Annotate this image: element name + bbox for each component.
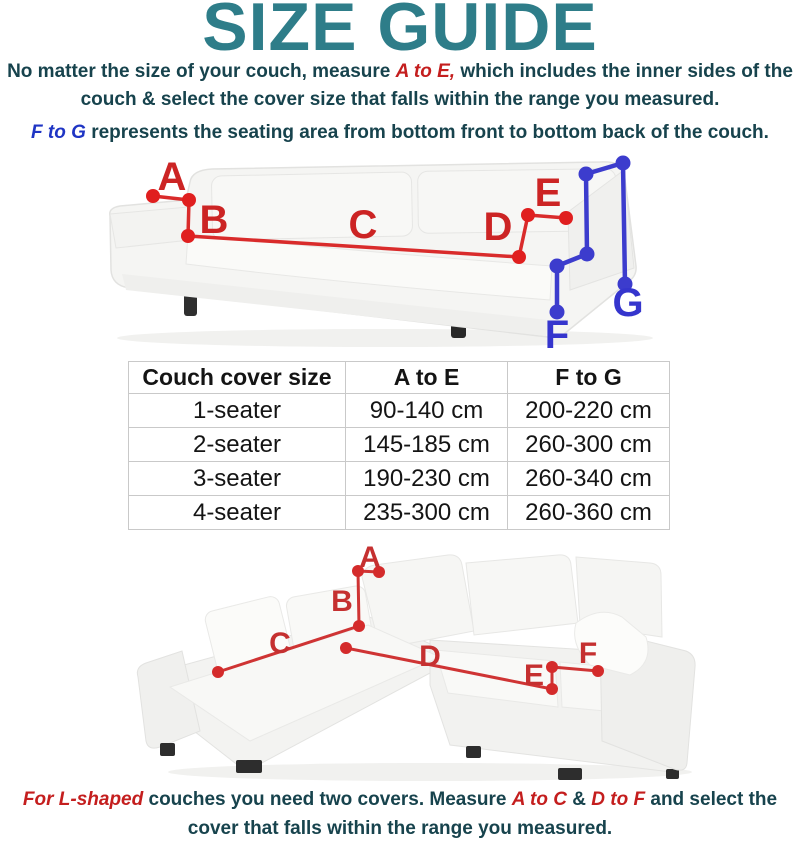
measure-range-a-to-c: A to C [511,789,567,810]
table-row [129,428,670,462]
seating-note-text: represents the seating area from bottom front to bottom back of the couch. [85,122,769,143]
label-e: E [534,171,562,215]
table-row [129,496,670,530]
table-header-row [129,362,670,394]
table-header-cell: A to E [346,362,508,394]
label-e: E [523,659,545,692]
l-sofa-measurement-diagram [130,545,710,785]
table-cell: 235-300 cm [346,496,508,530]
footer-paragraph [6,785,794,843]
table-cell: 1-seater [129,394,346,428]
table-cell: 190-230 cm [346,462,508,496]
sofa-measurement-diagram [100,148,700,355]
table-cell: 2-seater [129,428,346,462]
intro-text-part1: No matter the size of your couch, measure [7,61,396,82]
table-header-cell: Couch cover size [129,362,346,394]
table-cell: 260-300 cm [508,428,670,462]
table-cell: 3-seater [129,462,346,496]
intro-paragraph [6,58,794,114]
size-table [128,361,670,530]
label-a: A [359,545,381,574]
measure-range-f-to-g: F to G [31,122,86,143]
table-cell: 260-340 cm [508,462,670,496]
footer-text-part1: couches you need two covers. Measure [143,789,512,810]
lshaped-highlight: For L-shaped [22,789,144,810]
table-cell: 90-140 cm [346,394,508,428]
label-f: F [578,637,598,670]
table-cell: 145-185 cm [346,428,508,462]
table-row [129,394,670,428]
label-d: D [419,640,441,673]
measure-range-a-to-e: A to E, [395,61,456,82]
label-b: B [199,198,229,242]
footer-text-part2: and select the cover that falls within the range you measured. [187,789,778,839]
seating-note-paragraph [6,119,794,147]
page-title: SIZE GUIDE [202,0,598,65]
table-cell: 4-seater [129,496,346,530]
label-c: C [348,203,378,247]
table-cell: 260-360 cm [508,496,670,530]
table-header-cell: F to G [508,362,670,394]
label-d: D [483,205,513,249]
intro-text-part2: which includes the inner sides of the couch & select the cover size that falls within the range you measured. [80,61,793,110]
table-row [129,462,670,496]
measure-range-d-to-f: D to F [591,789,646,810]
label-c: C [269,627,291,660]
footer-separator: & [566,789,592,810]
label-b: B [331,585,353,618]
label-f: F [544,313,570,355]
table-cell: 200-220 cm [508,394,670,428]
label-g: G [612,281,644,325]
label-a: A [157,155,187,199]
sofa-illustration [110,162,653,347]
